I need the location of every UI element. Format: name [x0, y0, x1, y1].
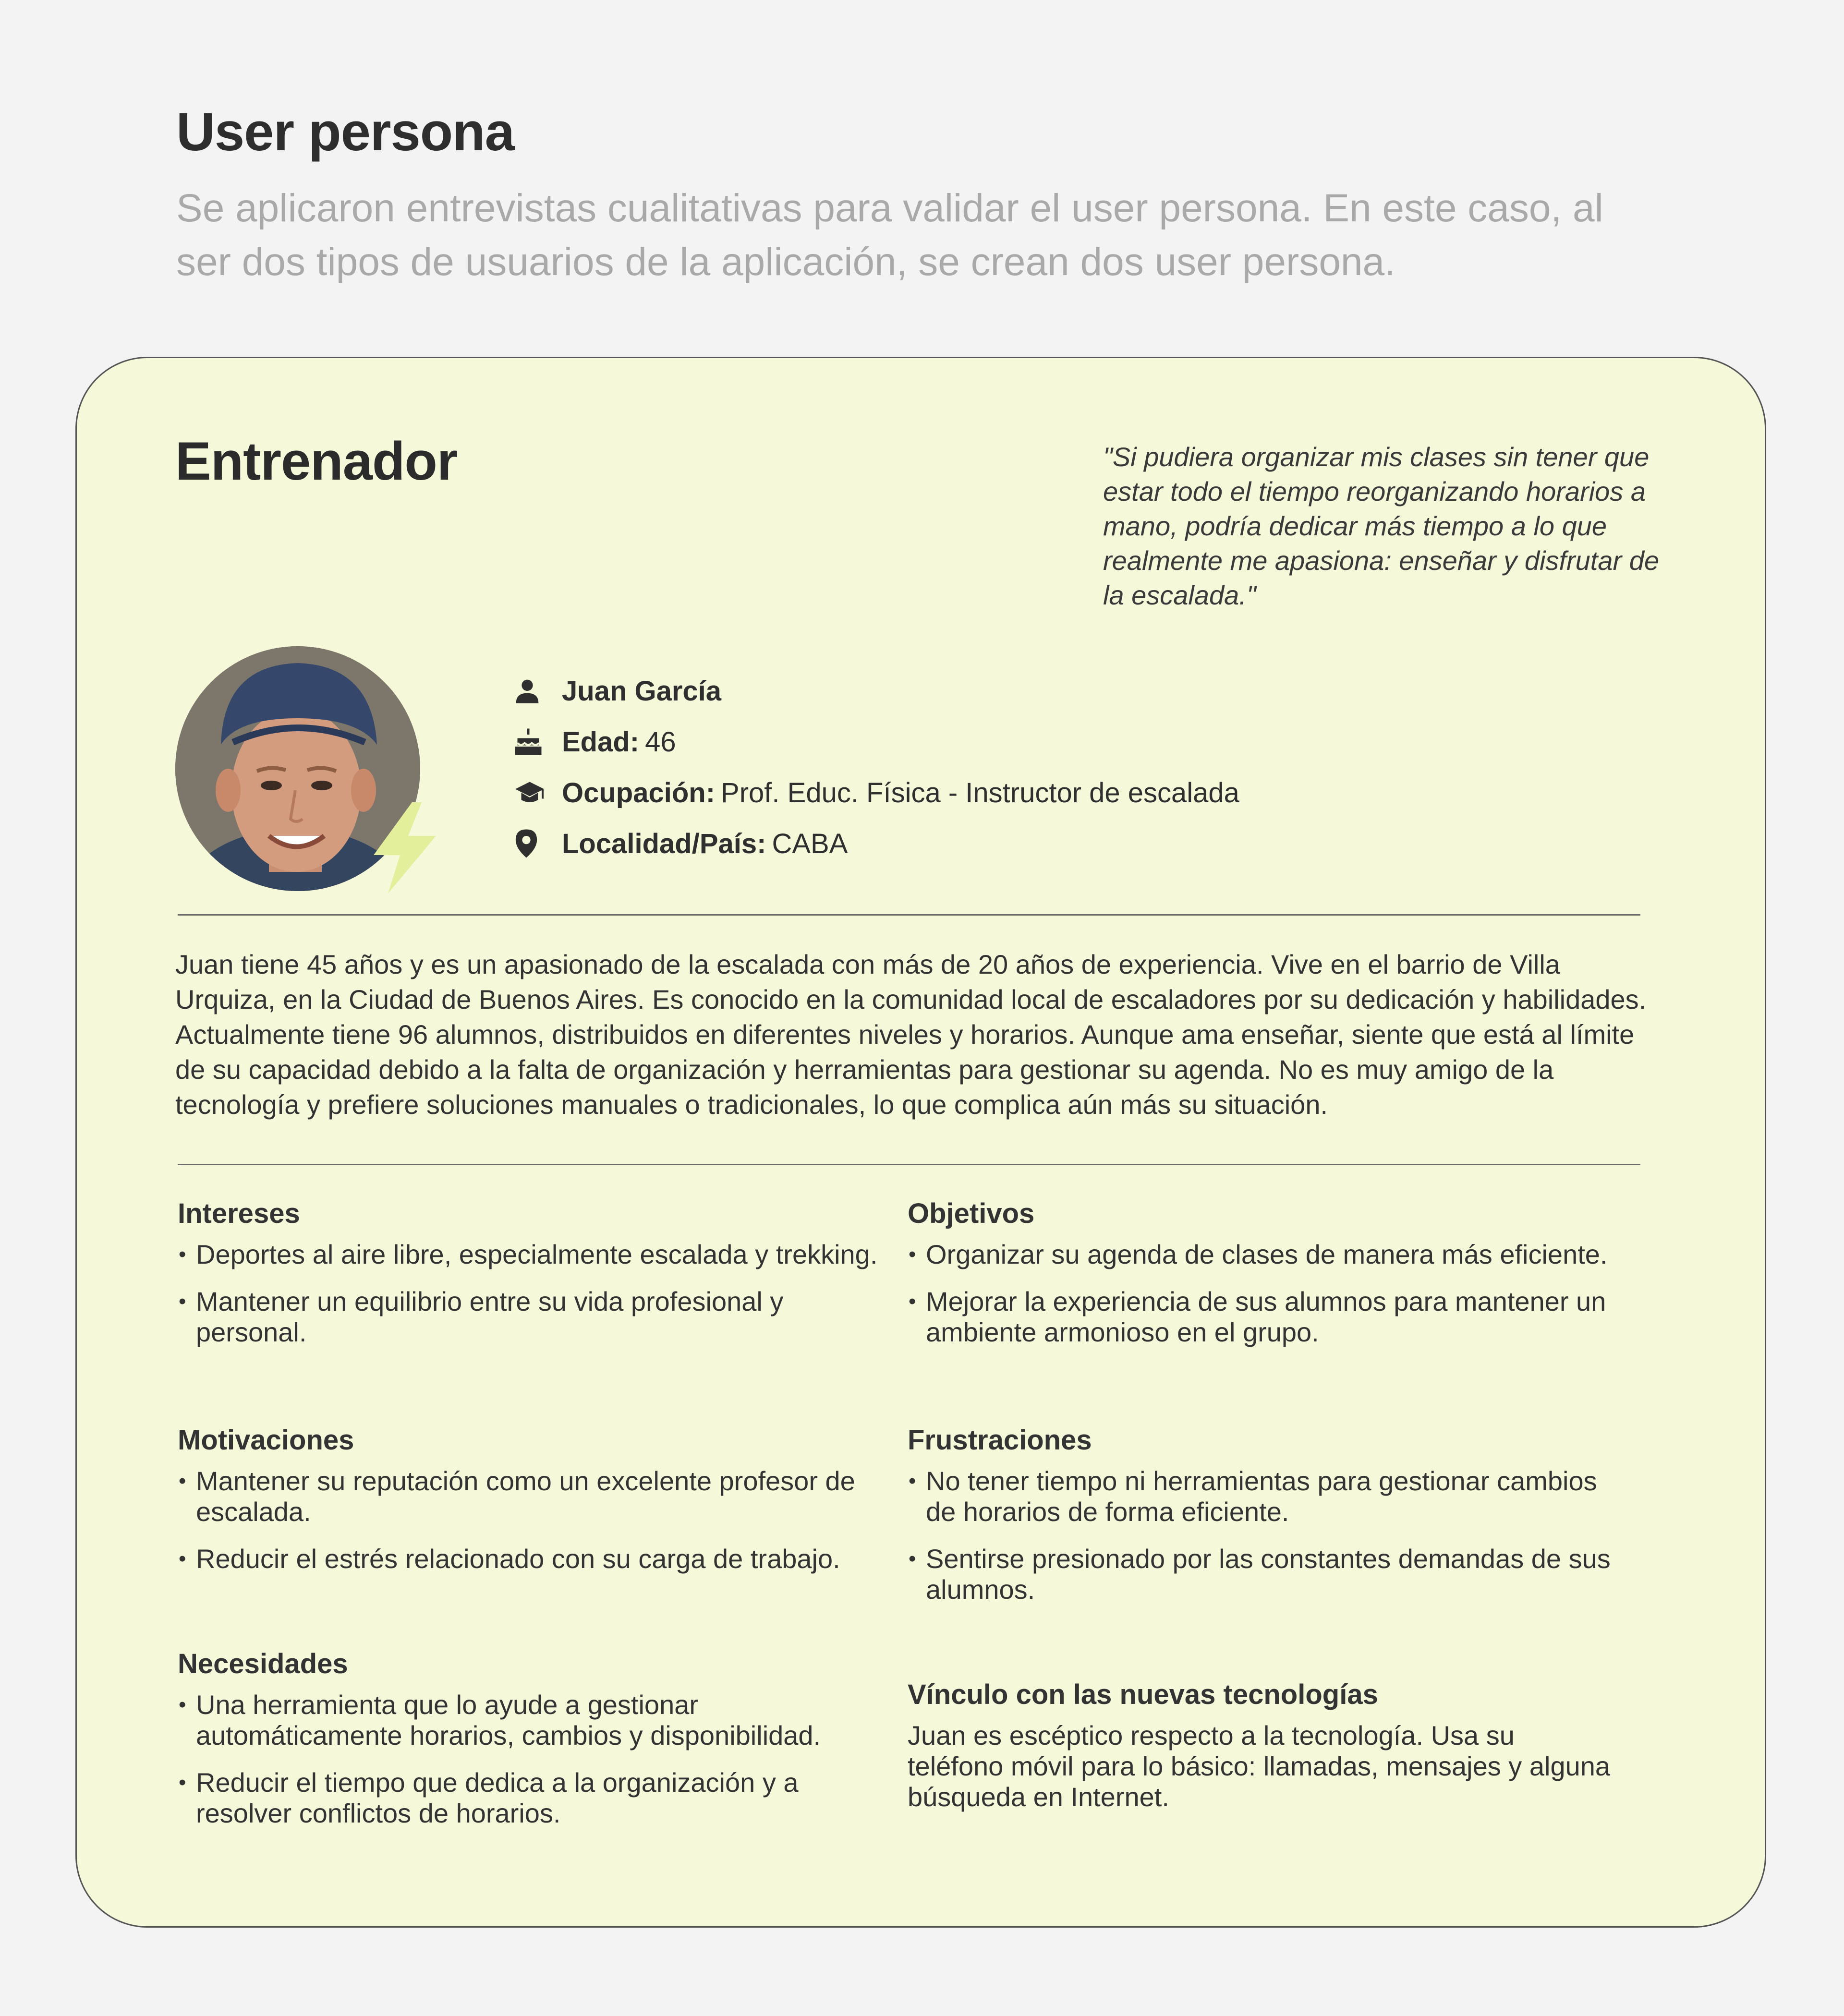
age-label: Edad:: [562, 726, 640, 758]
list-item: • Deportes al aire libre, especialmente escalada y trekking.: [178, 1239, 884, 1270]
list-item: • Mejorar la experiencia de sus alumnos para mantener un ambiente armonioso en el grupo.: [908, 1286, 1614, 1348]
persona-quote: "Si pudiera organizar mis clases sin tener que estar todo el tiempo reorganizando horarios a mano, podría dedicar más tiempo a lo que realmente me apasiona: enseñar y disfrutar de la escalada.": [1103, 442, 1659, 610]
persona-info-list: [514, 665, 1239, 869]
info-name-row: [514, 665, 1239, 716]
section-tecnologias: [908, 1678, 1614, 1812]
list-item: • Mantener su reputación como un excelente profesor de escalada.: [178, 1466, 884, 1527]
graduation-cap-icon: [514, 776, 552, 809]
list-item: • Reducir el tiempo que dedica a la organización y a resolver conflictos de horarios.: [178, 1767, 884, 1829]
occupation-value: Prof. Educ. Física - Instructor de escalada: [721, 777, 1239, 809]
section-title: Frustraciones: [908, 1424, 1092, 1456]
section-title: Vínculo con las nuevas tecnologías: [908, 1679, 1378, 1710]
section-title: Necesidades: [178, 1648, 348, 1679]
list-item: • Mantener un equilibrio entre su vida profesional y personal.: [178, 1286, 884, 1348]
page-title: User persona: [176, 102, 514, 162]
cake-icon: [514, 725, 552, 759]
persona-card: [75, 357, 1766, 1928]
persona-role-title: Entrenador: [175, 431, 458, 491]
list-item: • No tener tiempo ni herramientas para gestionar cambios de horarios de forma eficiente.: [908, 1466, 1614, 1527]
section-title: Intereses: [178, 1198, 300, 1229]
list-item: • Organizar su agenda de clases de manera más eficiente.: [908, 1239, 1614, 1270]
divider-bottom: [178, 1164, 1640, 1165]
info-location-row: [514, 818, 1239, 869]
list-item: • Reducir el estrés relacionado con su carga de trabajo.: [178, 1544, 884, 1574]
section-title: Objetivos: [908, 1198, 1035, 1229]
list-item: • Sentirse presionado por las constantes demandas de sus alumnos.: [908, 1544, 1614, 1605]
section-objetivos: [908, 1197, 1614, 1364]
lightning-bolt-icon: [374, 802, 436, 893]
section-motivaciones: [178, 1424, 884, 1591]
location-pin-icon: [514, 827, 552, 860]
location-value: CABA: [772, 828, 848, 859]
occupation-label: Ocupación:: [562, 777, 716, 809]
section-frustraciones: [908, 1424, 1614, 1621]
age-value: 46: [645, 726, 676, 758]
info-occupation-row: [514, 767, 1239, 818]
section-title: Motivaciones: [178, 1424, 354, 1456]
tecnologias-text: Juan es escéptico respecto a la tecnología. Usa su teléfono móvil para lo básico: llamadas, mensajes y alguna búsqueda en Internet.: [908, 1720, 1611, 1812]
section-intereses: [178, 1197, 884, 1364]
persona-bio: Juan tiene 45 años y es un apasionado de la escalada con más de 20 años de experiencia. Vive en el barrio de Villa Urquiza, en la Ciudad de Buenos Aires. Es conocido en la comunidad local de escaladores por su dedicación y habilidades. Actualmente tiene 96 alumnos, distribuidos en diferentes niveles y horarios. Aunque ama enseñar, siente que está al límite de su capacidad debido a la falta de organización y herramientas para gestionar su agenda. No es muy amigo de la tecnología y prefiere soluciones manuales o tradicionales, lo que complica aún más su situación.: [175, 949, 1647, 1120]
list-item: • Una herramienta que lo ayude a gestionar automáticamente horarios, cambios y disponibilidad.: [178, 1690, 884, 1751]
persona-name: Juan García: [562, 675, 722, 707]
divider-top: [178, 914, 1640, 916]
user-icon: [514, 674, 552, 708]
info-age-row: [514, 716, 1239, 767]
section-necesidades: [178, 1648, 884, 1845]
page-subtitle: Se aplicaron entrevistas cualitativas para validar el user persona. En este caso, al ser dos tipos de usuarios de la aplicación, se crean dos user persona.: [176, 186, 1603, 284]
location-label: Localidad/País:: [562, 828, 766, 859]
